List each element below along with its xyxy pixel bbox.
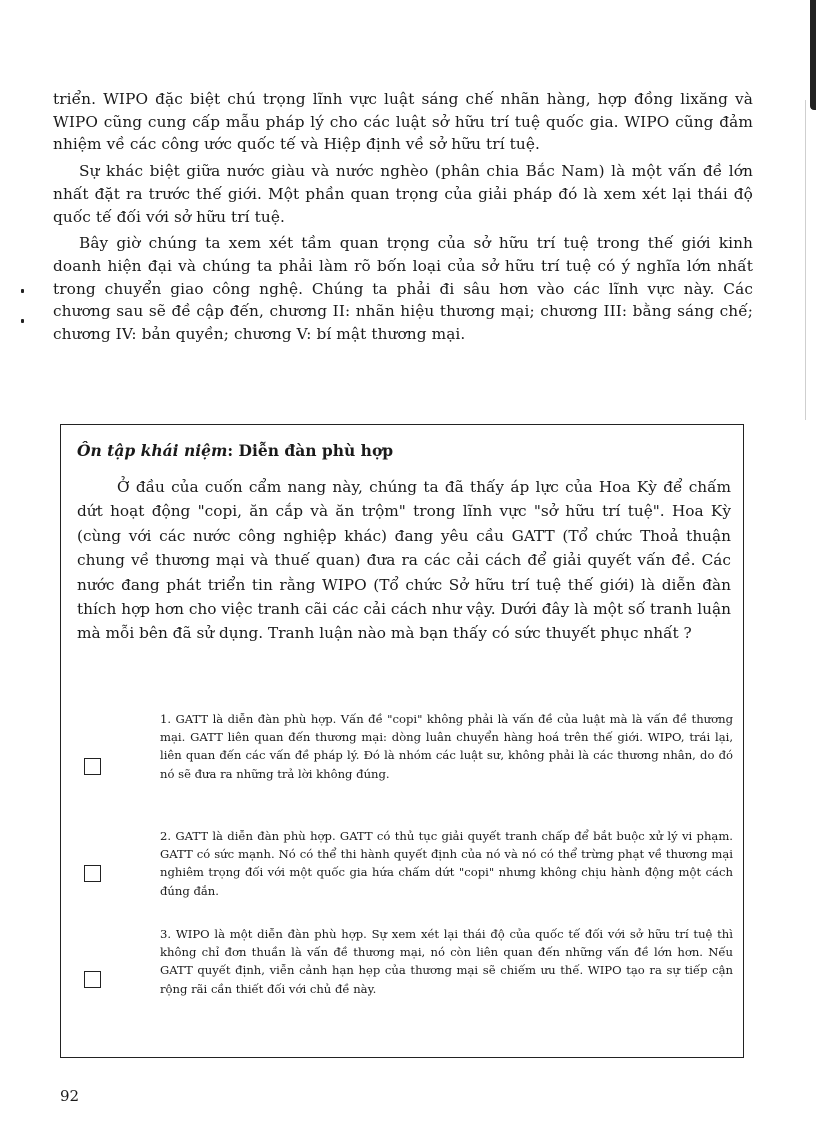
concept-review-box — [60, 424, 744, 1058]
option-3-text: 3. WIPO là một diễn đàn phù hợp. Sự xem xét lại thái độ của quốc tế đối với sở hữu trí tuệ thì không chỉ đơn thuần là vấn đề thương mại, nó còn liên quan đến những vấn đề lớn hơn. Nếu GATT quyết định, viễn cảnh hạn hẹp của thương mại sẽ chiếm ưu thế. WIPO tạo ra sự tiếp cận rộng rãi cần thiết đối với chủ đề này. — [160, 927, 733, 996]
page-fold-line — [805, 100, 806, 420]
option-2-text: 2. GATT là diễn đàn phù hợp. GATT có thủ tục giải quyết tranh chấp để bắt buộc xử lý vi phạm. GATT có sức mạnh. Nó có thể thi hành quyết định của nó và nó có thể trừng phạt về thương mại nghiêm trọng đối với một quốc gia hứa chấm dứt "copi" nhưng không chịu hành động một cách đúng đắn. — [160, 829, 733, 898]
option-3-checkbox[interactable] — [84, 971, 101, 988]
page-number: 92 — [60, 1087, 80, 1105]
option-1-text: 1. GATT là diễn đàn phù hợp. Vấn đề "copi" không phải là vấn đề của luật mà là vấn đề thương mại. GATT liên quan đến thương mại: dòng luân chuyển hàng hoá trên thế giới. WIPO, trái lại, liên quan đến các vấn đề pháp lý. Đó là nhóm các luật sư, không phải là các thương nhân, do đó nó sẽ đưa ra những trả lời không đúng. — [160, 712, 733, 781]
option-1-checkbox[interactable] — [84, 758, 101, 775]
body-paragraph-2: Sự khác biệt giữa nước giàu và nước nghèo (phân chia Bắc Nam) là một vấn đề lớn nhất đặt ra trước thế giới. Một phần quan trọng của giải pháp đó là xem xét lại thái độ quốc tế đối với sở hữu trí tuệ. — [53, 162, 753, 226]
margin-mark — [21, 319, 24, 323]
option-2-checkbox[interactable] — [84, 865, 101, 882]
body-paragraph-3: Bây giờ chúng ta xem xét tầm quan trọng của sở hữu trí tuệ trong thế giới kinh doanh hiện đại và chúng ta phải làm rõ bốn loại của sở hữu trí tuệ có ý nghĩa lớn nhất trong chuyển giao công nghệ. Chúng ta phải đi sâu hơn vào các lĩnh vực này. Các chương sau sẽ đề cập đến, chương II: nhãn hiệu thương mại; chương III: bằng sáng chế; chương IV: bản quyền; chương V: bí mật thương mại. — [53, 234, 753, 344]
box-title-main: Diễn đàn phù hợp — [238, 441, 394, 460]
box-title-lead: Ôn tập khái niệm — [77, 441, 228, 460]
body-paragraph-1: triển. WIPO đặc biệt chú trọng lĩnh vực luật sáng chế nhãn hàng, hợp đồng lixăng và WIPO cũng cung cấp mẫu pháp lý cho các luật sở hữu trí tuệ quốc gia. WIPO cũng đảm nhiệm về các công ước quốc tế và Hiệp định về sở hữu trí tuệ. — [53, 90, 753, 154]
box-intro-text: Ở đầu của cuốn cẩm nang này, chúng ta đã thấy áp lực của Hoa Kỳ để chấm dứt hoạt động "copi, ăn cắp và ăn trộm" trong lĩnh vực "sở hữu trí tuệ". Hoa Kỳ (cùng với các nước công nghiệp khác) đang yêu cầu GATT (Tổ chức Thoả thuận chung về thương mại và thuế quan) đưa ra các cải cách để giải quyết vấn đề. Các nước đang phát triển tin rằng WIPO (Tổ chức Sở hữu trí tuệ thế giới) là diễn đàn thích hợp hơn cho việc tranh cãi các cải cách như vậy. Dưới đây là một số tranh luận mà mỗi bên đã sử dụng. Tranh luận nào mà bạn thấy có sức thuyết phục nhất ? — [77, 478, 731, 643]
box-title-separator: : — [227, 441, 239, 460]
margin-mark — [21, 289, 24, 293]
body-text — [53, 88, 753, 350]
box-title — [77, 441, 393, 460]
book-binding-edge — [810, 0, 816, 110]
